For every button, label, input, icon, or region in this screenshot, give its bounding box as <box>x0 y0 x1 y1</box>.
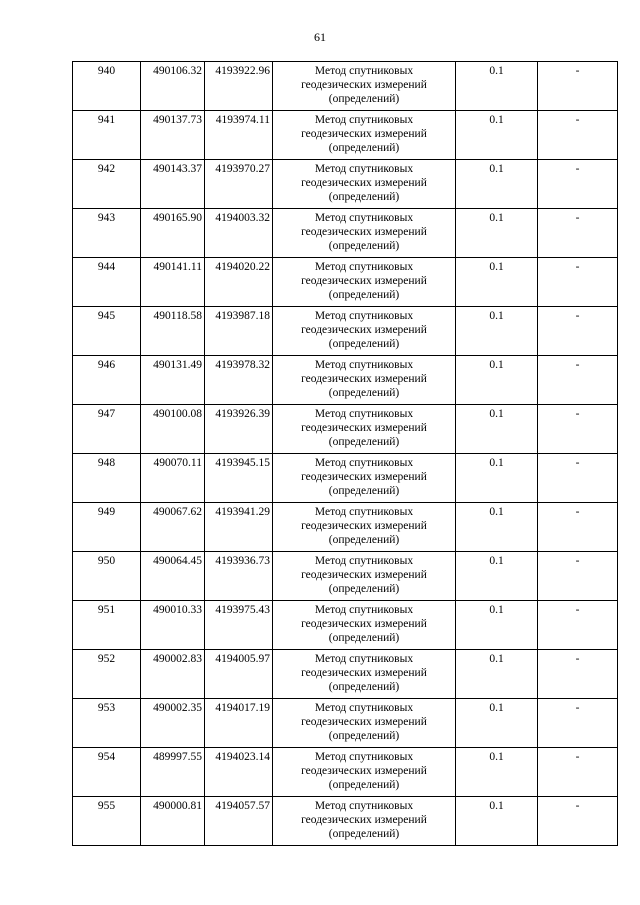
accuracy-cell: 0.1 <box>456 797 538 846</box>
table-row <box>73 160 618 209</box>
method-line: геодезических измерений <box>301 814 427 826</box>
x-coordinate-cell: 490064.45 <box>141 552 205 601</box>
table-row <box>73 405 618 454</box>
method-line: (определений) <box>328 779 400 791</box>
note-cell: - <box>538 748 618 797</box>
point-number-cell: 954 <box>73 748 141 797</box>
x-coordinate-cell: 490106.32 <box>141 62 205 111</box>
table-row <box>73 356 618 405</box>
y-coordinate-cell: 4193936.73 <box>205 552 273 601</box>
accuracy-cell: 0.1 <box>456 650 538 699</box>
x-coordinate-cell: 490141.11 <box>141 258 205 307</box>
method-line: геодезических измерений <box>301 765 427 777</box>
note-cell: - <box>538 111 618 160</box>
table-row <box>73 307 618 356</box>
method-line: Метод спутниковых <box>314 408 414 420</box>
coordinates-table <box>72 61 618 846</box>
accuracy-cell: 0.1 <box>456 62 538 111</box>
method-line: (определений) <box>328 730 400 742</box>
x-coordinate-cell: 490070.11 <box>141 454 205 503</box>
point-number-cell: 941 <box>73 111 141 160</box>
method-line: геодезических измерений <box>301 177 427 189</box>
accuracy-cell: 0.1 <box>456 307 538 356</box>
method-line: геодезических измерений <box>301 275 427 287</box>
note-cell: - <box>538 552 618 601</box>
method-line: геодезических измерений <box>301 618 427 630</box>
point-number-cell: 940 <box>73 62 141 111</box>
method-line: (определений) <box>328 681 400 693</box>
accuracy-cell: 0.1 <box>456 503 538 552</box>
note-cell: - <box>538 650 618 699</box>
y-coordinate-cell: 4193987.18 <box>205 307 273 356</box>
method-line: геодезических измерений <box>301 520 427 532</box>
x-coordinate-cell: 490002.35 <box>141 699 205 748</box>
point-number-cell: 950 <box>73 552 141 601</box>
method-line: Метод спутниковых <box>314 261 414 273</box>
x-coordinate-cell: 490000.81 <box>141 797 205 846</box>
x-coordinate-cell: 490131.49 <box>141 356 205 405</box>
method-line: (определений) <box>328 93 400 105</box>
note-cell: - <box>538 209 618 258</box>
y-coordinate-cell: 4193922.96 <box>205 62 273 111</box>
y-coordinate-cell: 4193974.11 <box>205 111 273 160</box>
method-line: геодезических измерений <box>301 422 427 434</box>
x-coordinate-cell: 490118.58 <box>141 307 205 356</box>
method-line: (определений) <box>328 828 400 840</box>
method-line: Метод спутниковых <box>314 800 414 812</box>
note-cell: - <box>538 699 618 748</box>
method-line: (определений) <box>328 191 400 203</box>
accuracy-cell: 0.1 <box>456 699 538 748</box>
method-cell <box>273 307 456 356</box>
point-number-cell: 949 <box>73 503 141 552</box>
y-coordinate-cell: 4194020.22 <box>205 258 273 307</box>
method-cell <box>273 601 456 650</box>
note-cell: - <box>538 258 618 307</box>
method-cell <box>273 503 456 552</box>
point-number-cell: 952 <box>73 650 141 699</box>
table-row <box>73 552 618 601</box>
note-cell: - <box>538 307 618 356</box>
method-line: (определений) <box>328 485 400 497</box>
method-line: (определений) <box>328 534 400 546</box>
y-coordinate-cell: 4194003.32 <box>205 209 273 258</box>
point-number-cell: 948 <box>73 454 141 503</box>
x-coordinate-cell: 490067.62 <box>141 503 205 552</box>
x-coordinate-cell: 490165.90 <box>141 209 205 258</box>
x-coordinate-cell: 490002.83 <box>141 650 205 699</box>
method-cell <box>273 111 456 160</box>
note-cell: - <box>538 797 618 846</box>
y-coordinate-cell: 4194057.57 <box>205 797 273 846</box>
note-cell: - <box>538 454 618 503</box>
x-coordinate-cell: 490143.37 <box>141 160 205 209</box>
page-number: 61 <box>314 30 326 44</box>
method-cell <box>273 797 456 846</box>
table-row <box>73 748 618 797</box>
method-line: Метод спутниковых <box>314 506 414 518</box>
method-line: Метод спутниковых <box>314 163 414 175</box>
method-line: Метод спутниковых <box>314 65 414 77</box>
y-coordinate-cell: 4193978.32 <box>205 356 273 405</box>
note-cell: - <box>538 160 618 209</box>
method-cell <box>273 405 456 454</box>
method-line: Метод спутниковых <box>314 114 414 126</box>
table-row <box>73 209 618 258</box>
method-line: (определений) <box>328 142 400 154</box>
method-cell <box>273 748 456 797</box>
accuracy-cell: 0.1 <box>456 748 538 797</box>
table-row <box>73 650 618 699</box>
note-cell: - <box>538 601 618 650</box>
x-coordinate-cell: 490137.73 <box>141 111 205 160</box>
method-line: (определений) <box>328 338 400 350</box>
method-line: Метод спутниковых <box>314 359 414 371</box>
note-cell: - <box>538 356 618 405</box>
method-line: (определений) <box>328 632 400 644</box>
accuracy-cell: 0.1 <box>456 209 538 258</box>
coordinates-table-body <box>73 62 618 846</box>
table-row <box>73 454 618 503</box>
method-line: Метод спутниковых <box>314 457 414 469</box>
table-row <box>73 601 618 650</box>
point-number-cell: 946 <box>73 356 141 405</box>
method-line: геодезических измерений <box>301 471 427 483</box>
method-line: (определений) <box>328 436 400 448</box>
point-number-cell: 951 <box>73 601 141 650</box>
x-coordinate-cell: 489997.55 <box>141 748 205 797</box>
method-line: геодезических измерений <box>301 373 427 385</box>
table-row <box>73 62 618 111</box>
method-cell <box>273 258 456 307</box>
method-cell <box>273 62 456 111</box>
point-number-cell: 942 <box>73 160 141 209</box>
x-coordinate-cell: 490100.08 <box>141 405 205 454</box>
y-coordinate-cell: 4194005.97 <box>205 650 273 699</box>
method-line: Метод спутниковых <box>314 604 414 616</box>
method-line: Метод спутниковых <box>314 212 414 224</box>
accuracy-cell: 0.1 <box>456 356 538 405</box>
method-line: Метод спутниковых <box>314 702 414 714</box>
y-coordinate-cell: 4193941.29 <box>205 503 273 552</box>
method-cell <box>273 699 456 748</box>
method-line: (определений) <box>328 240 400 252</box>
point-number-cell: 945 <box>73 307 141 356</box>
point-number-cell: 944 <box>73 258 141 307</box>
method-line: геодезических измерений <box>301 79 427 91</box>
point-number-cell: 955 <box>73 797 141 846</box>
point-number-cell: 953 <box>73 699 141 748</box>
table-row <box>73 699 618 748</box>
accuracy-cell: 0.1 <box>456 552 538 601</box>
method-cell <box>273 160 456 209</box>
accuracy-cell: 0.1 <box>456 160 538 209</box>
note-cell: - <box>538 405 618 454</box>
method-line: геодезических измерений <box>301 226 427 238</box>
method-cell <box>273 356 456 405</box>
y-coordinate-cell: 4194017.19 <box>205 699 273 748</box>
method-line: геодезических измерений <box>301 716 427 728</box>
x-coordinate-cell: 490010.33 <box>141 601 205 650</box>
method-line: геодезических измерений <box>301 128 427 140</box>
method-line: геодезических измерений <box>301 324 427 336</box>
y-coordinate-cell: 4193970.27 <box>205 160 273 209</box>
table-row <box>73 258 618 307</box>
accuracy-cell: 0.1 <box>456 454 538 503</box>
method-line: геодезических измерений <box>301 569 427 581</box>
accuracy-cell: 0.1 <box>456 258 538 307</box>
method-cell <box>273 454 456 503</box>
y-coordinate-cell: 4193926.39 <box>205 405 273 454</box>
method-line: Метод спутниковых <box>314 653 414 665</box>
y-coordinate-cell: 4193945.15 <box>205 454 273 503</box>
table-row <box>73 797 618 846</box>
method-line: Метод спутниковых <box>314 555 414 567</box>
method-cell <box>273 209 456 258</box>
table-row <box>73 111 618 160</box>
method-line: Метод спутниковых <box>314 751 414 763</box>
method-cell <box>273 650 456 699</box>
method-line: (определений) <box>328 387 400 399</box>
point-number-cell: 947 <box>73 405 141 454</box>
method-line: (определений) <box>328 583 400 595</box>
note-cell: - <box>538 503 618 552</box>
accuracy-cell: 0.1 <box>456 601 538 650</box>
method-line: геодезических измерений <box>301 667 427 679</box>
method-cell <box>273 552 456 601</box>
accuracy-cell: 0.1 <box>456 111 538 160</box>
y-coordinate-cell: 4194023.14 <box>205 748 273 797</box>
y-coordinate-cell: 4193975.43 <box>205 601 273 650</box>
table-row <box>73 503 618 552</box>
point-number-cell: 943 <box>73 209 141 258</box>
method-line: Метод спутниковых <box>314 310 414 322</box>
accuracy-cell: 0.1 <box>456 405 538 454</box>
method-line: (определений) <box>328 289 400 301</box>
note-cell: - <box>538 62 618 111</box>
